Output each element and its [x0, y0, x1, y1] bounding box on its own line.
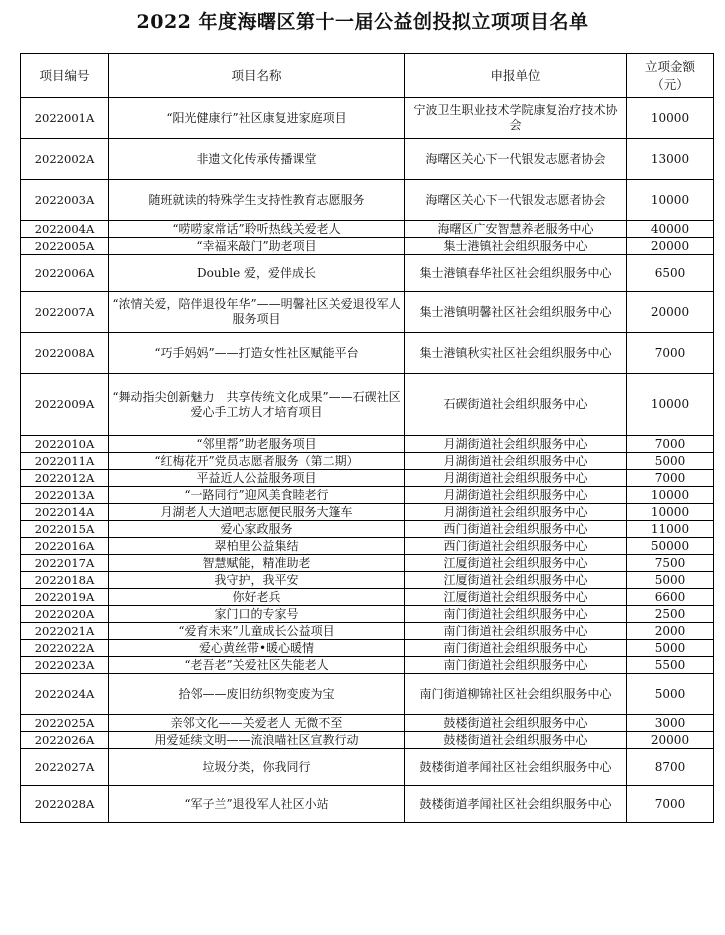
applicant-cell: 集士港镇社会组织服务中心 — [405, 238, 627, 255]
amount-cell: 20000 — [627, 732, 714, 749]
project-name-cell: 随班就读的特殊学生支持性教育志愿服务 — [109, 180, 405, 221]
project-name-cell: “巧手妈妈”——打造女性社区赋能平台 — [109, 333, 405, 374]
amount-cell: 50000 — [627, 538, 714, 555]
table-row — [21, 98, 714, 139]
table-row — [21, 255, 714, 292]
applicant-cell: 西门街道社会组织服务中心 — [405, 521, 627, 538]
project-name-cell: “红梅花开”党员志愿者服务（第二期） — [109, 453, 405, 470]
amount-cell: 10000 — [627, 487, 714, 504]
applicant-cell: 集士港镇明馨社区社会组织服务中心 — [405, 292, 627, 333]
project-code-cell: 2022022A — [21, 640, 109, 657]
header-applicant: 申报单位 — [405, 54, 627, 98]
table-row — [21, 139, 714, 180]
header-amount: 立项金额 （元） — [627, 54, 714, 98]
amount-cell: 8700 — [627, 749, 714, 786]
table-row — [21, 453, 714, 470]
project-name-cell: 你好老兵 — [109, 589, 405, 606]
amount-cell: 7500 — [627, 555, 714, 572]
amount-cell: 20000 — [627, 292, 714, 333]
amount-cell: 6600 — [627, 589, 714, 606]
project-name-cell: “舞动指尖创新魅力 共享传统文化成果”——石碶社区爱心手工坊人才培育项目 — [109, 374, 405, 436]
project-name-cell: “爱育未来”儿童成长公益项目 — [109, 623, 405, 640]
amount-cell: 6500 — [627, 255, 714, 292]
applicant-cell: 南门街道社会组织服务中心 — [405, 640, 627, 657]
project-code-cell: 2022013A — [21, 487, 109, 504]
project-code-cell: 2022003A — [21, 180, 109, 221]
project-name-cell: 爱心黄丝带•暖心暖情 — [109, 640, 405, 657]
applicant-cell: 月湖街道社会组织服务中心 — [405, 470, 627, 487]
amount-cell: 2000 — [627, 623, 714, 640]
table-row — [21, 292, 714, 333]
project-code-cell: 2022023A — [21, 657, 109, 674]
table-row — [21, 538, 714, 555]
project-code-cell: 2022017A — [21, 555, 109, 572]
project-name-cell: 亲邻文化——关爱老人 无微不至 — [109, 715, 405, 732]
project-name-cell: 拾邻——废旧纺织物变废为宝 — [109, 674, 405, 715]
table-row — [21, 674, 714, 715]
project-name-cell: “唠唠家常话”聆听热线关爱老人 — [109, 221, 405, 238]
project-name-cell: Double 爱，爱伴成长 — [109, 255, 405, 292]
project-code-cell: 2022011A — [21, 453, 109, 470]
table-row — [21, 521, 714, 538]
project-name-cell: 月湖老人大道吧志愿便民服务大篷车 — [109, 504, 405, 521]
table-row — [21, 715, 714, 732]
applicant-cell: 海曙区广安智慧养老服务中心 — [405, 221, 627, 238]
project-code-cell: 2022015A — [21, 521, 109, 538]
table-row — [21, 487, 714, 504]
applicant-cell: 集士港镇秋实社区社会组织服务中心 — [405, 333, 627, 374]
table-row — [21, 606, 714, 623]
project-code-cell: 2022001A — [21, 98, 109, 139]
amount-cell: 5500 — [627, 657, 714, 674]
project-code-cell: 2022020A — [21, 606, 109, 623]
amount-cell: 5000 — [627, 453, 714, 470]
applicant-cell: 月湖街道社会组织服务中心 — [405, 436, 627, 453]
applicant-cell: 石碶街道社会组织服务中心 — [405, 374, 627, 436]
table-row — [21, 333, 714, 374]
table-row — [21, 623, 714, 640]
table-body — [21, 98, 714, 823]
project-code-cell: 2022018A — [21, 572, 109, 589]
project-name-cell: 我守护，我平安 — [109, 572, 405, 589]
project-code-cell: 2022019A — [21, 589, 109, 606]
amount-cell: 20000 — [627, 238, 714, 255]
amount-cell: 7000 — [627, 333, 714, 374]
amount-cell: 40000 — [627, 221, 714, 238]
table-row — [21, 786, 714, 823]
applicant-cell: 月湖街道社会组织服务中心 — [405, 453, 627, 470]
amount-cell: 11000 — [627, 521, 714, 538]
project-name-cell: 非遗文化传承传播课堂 — [109, 139, 405, 180]
project-code-cell: 2022021A — [21, 623, 109, 640]
amount-cell: 13000 — [627, 139, 714, 180]
table-row — [21, 749, 714, 786]
project-code-cell: 2022005A — [21, 238, 109, 255]
amount-cell: 10000 — [627, 180, 714, 221]
header-project-name: 项目名称 — [109, 54, 405, 98]
applicant-cell: 南门街道社会组织服务中心 — [405, 657, 627, 674]
project-table — [20, 53, 714, 823]
applicant-cell: 鼓楼街道社会组织服务中心 — [405, 715, 627, 732]
applicant-cell: 西门街道社会组织服务中心 — [405, 538, 627, 555]
table-row — [21, 238, 714, 255]
amount-cell: 10000 — [627, 98, 714, 139]
project-name-cell: 爱心家政服务 — [109, 521, 405, 538]
project-code-cell: 2022025A — [21, 715, 109, 732]
applicant-cell: 江厦街道社会组织服务中心 — [405, 589, 627, 606]
project-code-cell: 2022028A — [21, 786, 109, 823]
table-row — [21, 589, 714, 606]
project-code-cell: 2022012A — [21, 470, 109, 487]
project-name-cell: “阳光健康行”社区康复进家庭项目 — [109, 98, 405, 139]
applicant-cell: 鼓楼街道孝闻社区社会组织服务中心 — [405, 786, 627, 823]
project-code-cell: 2022009A — [21, 374, 109, 436]
project-name-cell: 用爱延续文明——流浪喵社区宣教行动 — [109, 732, 405, 749]
table-row — [21, 572, 714, 589]
applicant-cell: 南门街道社会组织服务中心 — [405, 606, 627, 623]
amount-cell: 7000 — [627, 786, 714, 823]
project-name-cell: 翠柏里公益集结 — [109, 538, 405, 555]
table-header-row — [21, 54, 714, 98]
applicant-cell: 集士港镇春华社区社会组织服务中心 — [405, 255, 627, 292]
applicant-cell: 南门街道柳锦社区社会组织服务中心 — [405, 674, 627, 715]
applicant-cell: 江厦街道社会组织服务中心 — [405, 572, 627, 589]
amount-cell: 2500 — [627, 606, 714, 623]
project-name-cell: “浓情关爱，陪伴退役年华”——明馨社区关爱退役军人服务项目 — [109, 292, 405, 333]
applicant-cell: 月湖街道社会组织服务中心 — [405, 504, 627, 521]
applicant-cell: 南门街道社会组织服务中心 — [405, 623, 627, 640]
amount-cell: 5000 — [627, 640, 714, 657]
project-code-cell: 2022008A — [21, 333, 109, 374]
amount-cell: 7000 — [627, 470, 714, 487]
amount-cell: 10000 — [627, 504, 714, 521]
amount-cell: 5000 — [627, 572, 714, 589]
header-project-code: 项目编号 — [21, 54, 109, 98]
project-name-cell: “一路同行”迎风美食睦老行 — [109, 487, 405, 504]
table-row — [21, 555, 714, 572]
project-name-cell: 智慧赋能，精准助老 — [109, 555, 405, 572]
applicant-cell: 海曙区关心下一代银发志愿者协会 — [405, 180, 627, 221]
table-row — [21, 657, 714, 674]
amount-cell: 10000 — [627, 374, 714, 436]
project-code-cell: 2022016A — [21, 538, 109, 555]
amount-cell: 5000 — [627, 674, 714, 715]
applicant-cell: 鼓楼街道孝闻社区社会组织服务中心 — [405, 749, 627, 786]
project-code-cell: 2022006A — [21, 255, 109, 292]
project-name-cell: 垃圾分类，你我同行 — [109, 749, 405, 786]
table-row — [21, 504, 714, 521]
project-code-cell: 2022014A — [21, 504, 109, 521]
table-row — [21, 221, 714, 238]
applicant-cell: 鼓楼街道社会组织服务中心 — [405, 732, 627, 749]
project-name-cell: 家门口的专家号 — [109, 606, 405, 623]
project-code-cell: 2022026A — [21, 732, 109, 749]
project-name-cell: “老吾老”关爱社区失能老人 — [109, 657, 405, 674]
project-name-cell: 平益近人公益服务项目 — [109, 470, 405, 487]
applicant-cell: 江厦街道社会组织服务中心 — [405, 555, 627, 572]
applicant-cell: 海曙区关心下一代银发志愿者协会 — [405, 139, 627, 180]
table-row — [21, 374, 714, 436]
project-code-cell: 2022010A — [21, 436, 109, 453]
table-row — [21, 640, 714, 657]
table-row — [21, 436, 714, 453]
project-code-cell: 2022007A — [21, 292, 109, 333]
amount-cell: 3000 — [627, 715, 714, 732]
amount-cell: 7000 — [627, 436, 714, 453]
applicant-cell: 宁波卫生职业技术学院康复治疗技术协会 — [405, 98, 627, 139]
table-row — [21, 180, 714, 221]
project-code-cell: 2022004A — [21, 221, 109, 238]
project-code-cell: 2022002A — [21, 139, 109, 180]
table-row — [21, 470, 714, 487]
table-row — [21, 732, 714, 749]
applicant-cell: 月湖街道社会组织服务中心 — [405, 487, 627, 504]
project-name-cell: “邻里帮”助老服务项目 — [109, 436, 405, 453]
project-name-cell: “军子兰”退役军人社区小站 — [109, 786, 405, 823]
project-code-cell: 2022027A — [21, 749, 109, 786]
project-name-cell: “幸福来敲门”助老项目 — [109, 238, 405, 255]
page-title: 2022 年度海曙区第十一届公益创投拟立项项目名单 — [136, 11, 589, 33]
project-code-cell: 2022024A — [21, 674, 109, 715]
